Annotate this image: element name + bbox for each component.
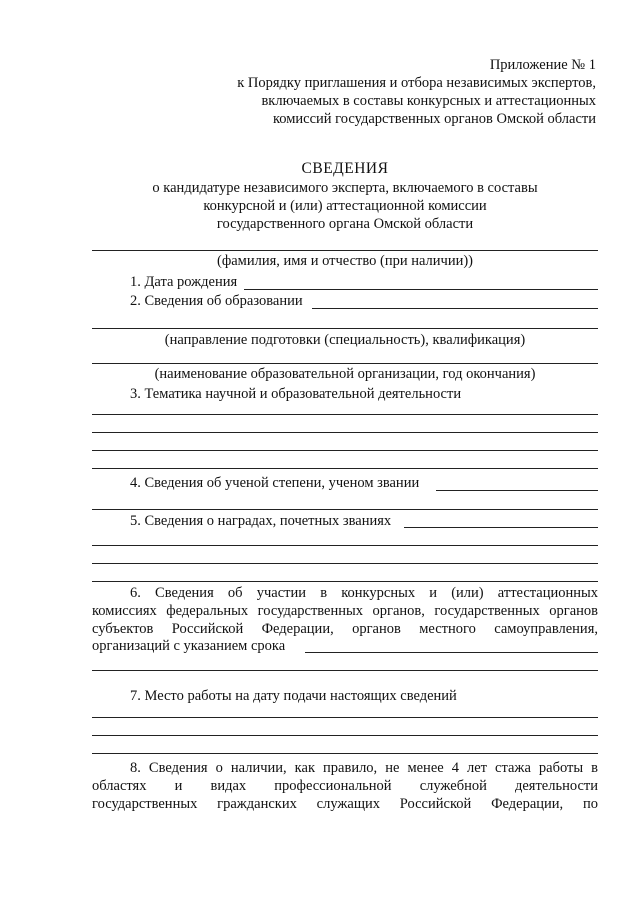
item-6-line-4: организаций с указанием срока [92,638,286,654]
fio-field-line[interactable] [92,250,598,251]
item-8-line-1: 8. Сведения о наличии, как правило, не менее 4 лет стажа работы в [130,760,598,776]
awards-field-line-3[interactable] [92,563,598,564]
research-field-line-2[interactable] [92,432,598,433]
institution-hint: (наименование образовательной организации, год окончания) [154,366,536,382]
subtitle-line-1: о кандидатуре независимого эксперта, включаемого в составы [152,180,538,196]
item-1-label: 1. Дата рождения [130,274,238,290]
commissions-field-line[interactable] [305,652,598,653]
item-8-line-2: областях и видах профессиональной служебной деятельности [92,778,598,794]
workplace-field-line-3[interactable] [92,753,598,754]
research-field-line-4[interactable] [92,468,598,469]
degree-field-line[interactable] [436,490,598,491]
workplace-field-line-2[interactable] [92,735,598,736]
item-6-line-2: комиссиях федеральных государственных органов, государственных органов [92,603,598,619]
workplace-field-line-1[interactable] [92,717,598,718]
appendix-line-3: включаемых в составы конкурсных и аттестационных [261,93,596,109]
item-7-label: 7. Место работы на дату подачи настоящих сведений [130,688,457,704]
item-2-label: 2. Сведения об образовании [130,293,303,309]
awards-field-line-2[interactable] [92,545,598,546]
commissions-field-line-2[interactable] [92,670,598,671]
fio-hint: (фамилия, имя и отчество (при наличии)) [216,253,473,269]
birth-date-field-line[interactable] [244,289,598,290]
document-title: СВЕДЕНИЯ [301,160,389,177]
item-6-line-1: 6. Сведения об участии в конкурсных и (или) аттестационных [130,585,598,601]
awards-field-line[interactable] [404,527,598,528]
awards-field-line-4[interactable] [92,581,598,582]
item-3-label: 3. Тематика научной и образовательной деятельности [130,386,462,402]
institution-field-line[interactable] [92,363,598,364]
appendix-number: Приложение № 1 [489,57,596,73]
appendix-line-4: комиссий государственных органов Омской области [272,111,596,127]
education-field-line[interactable] [312,308,598,309]
specialty-hint: (направление подготовки (специальность), квалификация) [164,332,526,348]
appendix-line-2: к Порядку приглашения и отбора независимых экспертов, [237,75,596,91]
item-5-label: 5. Сведения о наградах, почетных званиях [130,513,392,529]
item-4-label: 4. Сведения об ученой степени, ученом звании [130,475,420,491]
research-field-line-1[interactable] [92,414,598,415]
specialty-field-line[interactable] [92,328,598,329]
subtitle-line-3: государственного органа Омской области [216,216,474,232]
item-6-line-3: субъектов Российской Федерации, органов местного самоуправления, [92,621,598,637]
subtitle-line-2: конкурсной и (или) аттестационной комиссии [203,198,487,214]
research-field-line-3[interactable] [92,450,598,451]
degree-field-line-2[interactable] [92,509,598,510]
item-8-line-3: государственных гражданских служащих Российской Федерации, по [92,796,598,812]
